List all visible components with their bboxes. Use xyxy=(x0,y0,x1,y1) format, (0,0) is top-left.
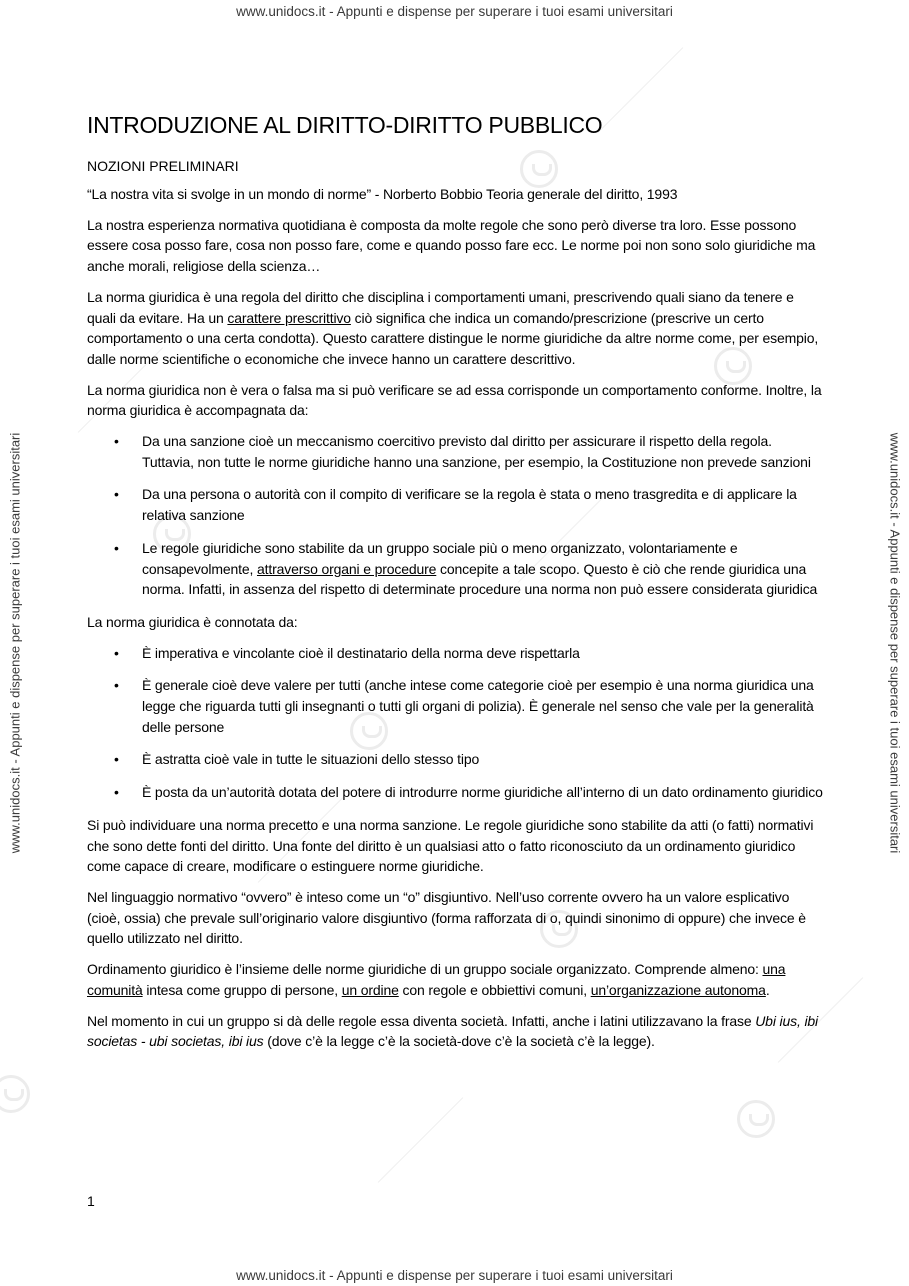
list-item xyxy=(87,484,823,525)
paragraph-5: Si può individuare una norma precetto e una norma sanzione. Le regole giuridiche sono stabilite da atti (o fatti) normativi che sono dette fonti del diritto. Una fonte del diritto è un qualsiasi atto o fatto riconosciuto da un ordinamento giuridico come capace di creare, modificare o estinguere norme giuridiche. xyxy=(87,816,814,875)
watermark-left: www.unidocs.it - Appunti e dispense per superare i tuoi esami universitari xyxy=(7,432,23,854)
watermark-logo-icon xyxy=(0,1075,30,1113)
bullet-icon: • xyxy=(114,486,119,503)
text-run: Ordinamento giuridico è l’insieme delle norme giuridiche di un gruppo sociale organizzato. Comprende almeno: xyxy=(87,961,763,978)
list-item xyxy=(87,643,823,664)
bullet-icon: • xyxy=(114,677,119,694)
document-page xyxy=(87,108,823,1062)
bullet-icon: • xyxy=(114,539,119,556)
text-run: intesa come gruppo di persone, xyxy=(142,981,342,998)
list-item-text: Da una persona o autorità con il compito di verificare se la regola è stata o meno trasgredita e di applicare la relativa sanzione xyxy=(142,486,797,524)
paragraph-6: Nel linguaggio normativo “ovvero” è inteso come un “o” disgiuntivo. Nell’uso corrente ovvero ha un valore esplicativo (cioè, ossia) che prevale sull’originario valore disgiuntivo (forma rafforzata di o, quindi sinonimo di oppure) che invece è quello utilizzato nel diritto. xyxy=(87,888,806,947)
list-item xyxy=(87,431,823,472)
list-item-text: È posta da un’autorità dotata del potere di introdurre norme giuridiche all’interno di un dato ordinamento giuridico xyxy=(142,784,823,801)
list-item-text: È imperativa e vincolante cioè il destinatario della norma deve rispettarla xyxy=(142,644,580,661)
text-run: ciò significa che indica un comando/prescrizione (prescrive un certo comportamento o una certa condotta). Questo carattere distingue le norme giuridiche da altre norme come, per esempio, dalle norme scientifiche o economiche che invece hanno un carattere descrittivo. xyxy=(87,309,819,367)
bullet-icon: • xyxy=(114,751,119,768)
list-item xyxy=(87,749,823,770)
quote-paragraph: “La nostra vita si svolge in un mondo di norme” - Norberto Bobbio Teoria generale del diritto, 1993 xyxy=(87,186,678,202)
underlined-text: un ordine xyxy=(341,981,399,998)
paragraph-3: La norma giuridica non è vera o falsa ma si può verificare se ad essa corrisponde un comportamento conforme. Inoltre, la norma giuridica è accompagnata da: xyxy=(87,381,822,419)
document-title: INTRODUZIONE AL DIRITTO-DIRITTO PUBBLICO xyxy=(87,112,603,138)
bullet-icon: • xyxy=(114,433,119,450)
underlined-text: carattere prescrittivo xyxy=(227,309,351,326)
page-number: 1 xyxy=(87,1193,95,1209)
italic-text: Ubi ius, ibi societas - ubi societas, ibi ius xyxy=(87,1012,818,1050)
list-item xyxy=(87,675,823,737)
watermark-logo-icon xyxy=(737,1100,775,1138)
text-run: concepite a tale scopo. Questo è ciò che rende giuridica una norma. Infatti, in assenza del rispetto di determinate procedure una norma non può essere considerata giuridica xyxy=(142,560,818,598)
text-run: La norma giuridica è una regola del diritto che disciplina i comportamenti umani, prescrivendo quali siano da tenere e quali da evitare. Ha un xyxy=(87,288,794,326)
list-item-text: È astratta cioè vale in tutte le situazioni dello stesso tipo xyxy=(142,751,480,768)
text-run: Nel momento in cui un gruppo si dà delle regole essa diventa società. Infatti, anche i latini utilizzavano la frase xyxy=(87,1012,756,1029)
paragraph-1: La nostra esperienza normativa quotidiana è composta da molte regole che sono però diverse tra loro. Esse possono essere cosa posso fare, cosa non posso fare, come e quando posso fare ecc. Le norme poi non sono solo giuridiche ma anche morali, religiose della scienza… xyxy=(87,216,816,275)
list-item xyxy=(87,538,823,600)
bullet-list-characteristics xyxy=(87,643,823,803)
text-run: . xyxy=(765,981,770,998)
paragraph-7 xyxy=(87,959,823,1000)
underlined-text: attraverso organi e procedure xyxy=(256,560,437,577)
watermark-line xyxy=(378,1097,464,1183)
text-run: Le regole giuridiche sono stabilite da un gruppo sociale più o meno organizzato, volontariamente e consapevolmente, xyxy=(142,539,738,577)
list-item xyxy=(87,782,823,803)
text-run: con regole e obbiettivi comuni, xyxy=(398,981,591,998)
paragraph-2 xyxy=(87,287,823,370)
section-heading: NOZIONI PRELIMINARI xyxy=(87,158,239,174)
list-item-text: Da una sanzione cioè un meccanismo coercitivo previsto dal diritto per assicurare il rispetto della regola. Tuttavia, non tutte le norme giuridiche hanno una sanzione, per esempio, la Costituzione non prevede sanzioni xyxy=(142,433,811,470)
bullet-icon: • xyxy=(114,644,119,661)
text-run: (dove c’è la legge c’è la società-dove c’è la società c’è la legge). xyxy=(263,1033,655,1050)
paragraph-4: La norma giuridica è connotata da: xyxy=(87,613,298,630)
watermark-header: www.unidocs.it - Appunti e dispense per superare i tuoi esami universitari xyxy=(236,4,673,19)
list-item-text: È generale cioè deve valere per tutti (anche intese come categorie cioè per esempio è una norma giuridica una legge che riguarda tutti gli insegnanti o tutti gli organi di polizia). È generale nel senso che vale per la generalità delle persone xyxy=(142,677,814,735)
watermark-right: www.unidocs.it - Appunti e dispense per superare i tuoi esami universitari xyxy=(887,432,903,854)
bullet-list-accompaniments xyxy=(87,431,823,600)
underlined-text: un’organizzazione autonoma xyxy=(590,981,766,998)
watermark-footer: www.unidocs.it - Appunti e dispense per superare i tuoi esami universitari xyxy=(236,1268,673,1283)
bullet-icon: • xyxy=(114,784,119,801)
paragraph-8 xyxy=(87,1011,823,1052)
underlined-text: una comunità xyxy=(87,961,786,998)
